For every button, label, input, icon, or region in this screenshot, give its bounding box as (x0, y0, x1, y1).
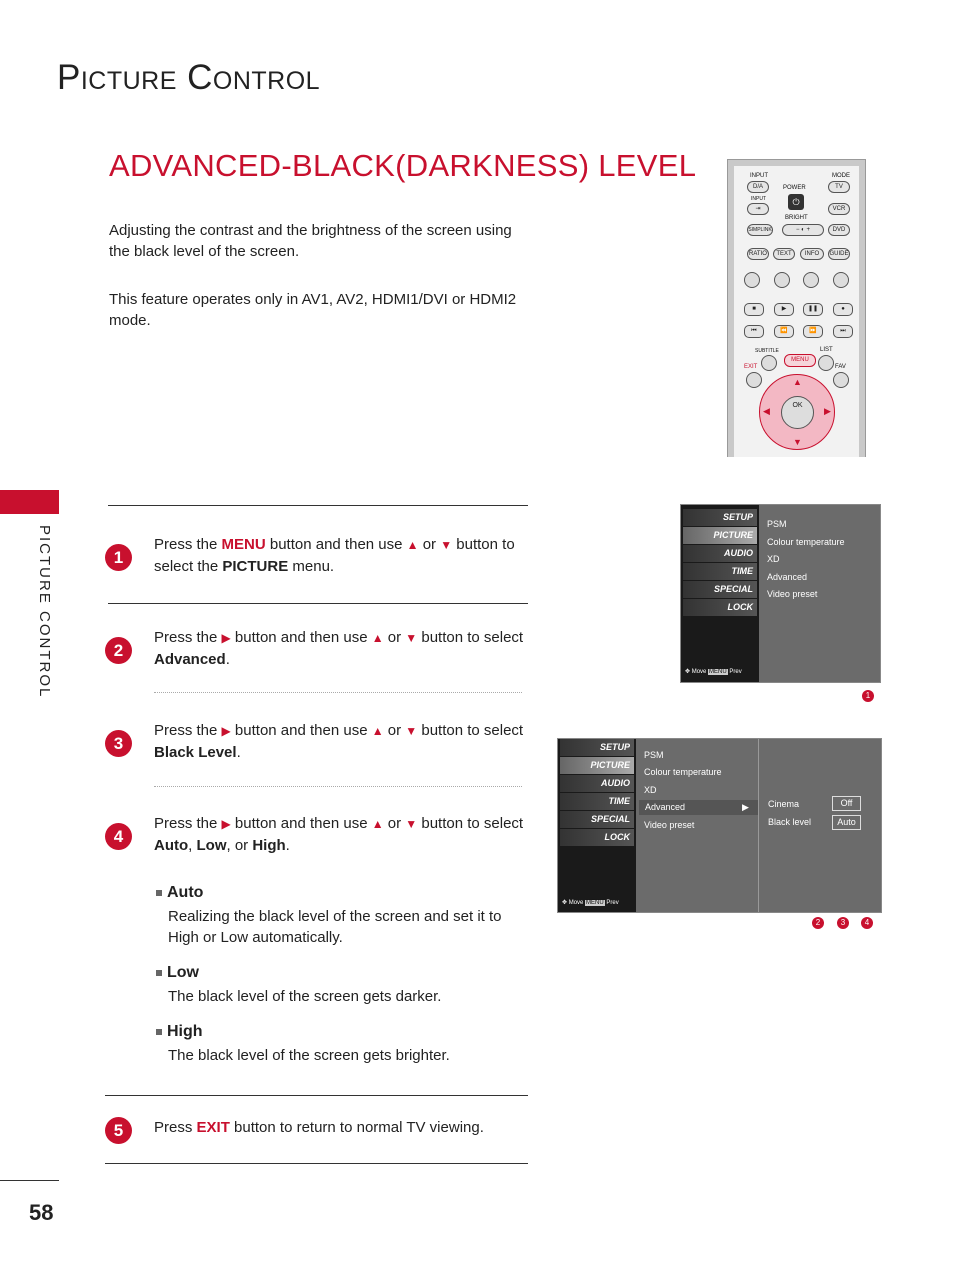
step-4-badge: 4 (105, 823, 132, 850)
remote-ratio-button: RATIO (747, 248, 769, 260)
osd-item-xd: XD (767, 554, 780, 564)
step-2-text: Press the ▶ button and then use ▲ or ▼ button to select Advanced. (154, 629, 524, 668)
move-icon: ✥ (685, 669, 691, 675)
remote-color-button-2 (774, 272, 790, 288)
up-arrow-icon: ▲ (371, 631, 384, 645)
bullet-square-icon (156, 890, 162, 896)
osd-menu-picture: PICTURE (683, 527, 757, 544)
step-3-badge: 3 (105, 730, 132, 757)
remote-fav-button (833, 372, 849, 388)
step-rule-1 (108, 603, 528, 604)
osd-item-advanced: Advanced (767, 572, 808, 582)
osd-left-panel (681, 505, 759, 682)
osd2-item-colour-temperature: Colour temperature (644, 767, 722, 777)
osd2-menu-special: SPECIAL (560, 811, 634, 828)
section-title: ADVANCED-BLACK(DARKNESS) LEVEL (109, 148, 697, 183)
osd-picture-menu (680, 504, 881, 683)
side-tab-marker (0, 490, 59, 514)
osd2-step-badge-2: 2 (812, 917, 824, 929)
remote-bright-rocker: − ◐ + (782, 224, 824, 236)
remote-simplink-button: SIMPLINK (747, 224, 773, 236)
osd2-menu-audio: AUDIO (560, 775, 634, 792)
osd2-menu-time: TIME (560, 793, 634, 810)
remote-da-button: D/A (747, 181, 769, 193)
down-arrow-icon: ▼ (440, 538, 453, 552)
step-rule-4 (105, 1095, 528, 1096)
remote-power-label: POWER (783, 185, 806, 191)
osd-advanced-menu (557, 738, 882, 913)
fast-forward-icon: ⏩ (803, 325, 823, 338)
right-arrow-icon: ▶ (221, 631, 231, 645)
osd-item-colour-temperature: Colour temperature (767, 537, 845, 547)
osd2-item-xd: XD (644, 785, 657, 795)
osd-menu-audio: AUDIO (683, 545, 757, 562)
step-5-badge: 5 (105, 1117, 132, 1144)
osd-footer: ✥ Move MENU Prev (685, 669, 742, 675)
intro-paragraph-1: Adjusting the contrast and the brightness of the screen using the black level of the screen. (109, 222, 512, 260)
bullet-square-icon (156, 970, 162, 976)
power-icon: ⏻ (788, 194, 804, 210)
remote-mode-label: MODE (832, 173, 850, 179)
remote-color-button-3 (803, 272, 819, 288)
step-divider-2 (154, 692, 522, 693)
remote-fav-label: FAV (835, 364, 846, 370)
up-arrow-icon: ▲ (371, 817, 384, 831)
osd2-left-panel (558, 739, 636, 912)
osd2-menu-setup: SETUP (560, 739, 634, 756)
nav-right-icon: ▶ (824, 406, 831, 416)
step-4-text: Press the ▶ button and then use ▲ or ▼ button to select Auto, Low, or High. (154, 815, 524, 854)
osd2-menu-lock: LOCK (560, 829, 634, 846)
remote-menu-button: MENU (784, 354, 816, 367)
nav-down-icon: ▼ (793, 437, 802, 447)
osd2-item-advanced: Advanced (645, 802, 686, 812)
option-low-heading: Low (156, 964, 199, 982)
step-rule-top (108, 505, 528, 506)
osd-menu-lock: LOCK (683, 599, 757, 616)
osd2-sub-cinema: Cinema (768, 799, 800, 809)
osd2-footer: ✥ Move MENU Prev (562, 900, 619, 906)
osd2-step-badge-4: 4 (861, 917, 873, 929)
footer-rule (0, 1180, 59, 1181)
osd2-item-psm: PSM (644, 750, 664, 760)
option-auto-heading: Auto (156, 884, 203, 902)
remote-control-illustration (727, 159, 866, 457)
option-auto-desc: Realizing the black level of the screen and set it to High or Low automatically. (168, 908, 502, 946)
remote-guide-button: GUIDE (828, 248, 850, 260)
remote-info-button: INFO (800, 248, 824, 260)
osd2-step-badge-3: 3 (837, 917, 849, 929)
osd-item-psm: PSM (767, 519, 787, 529)
bullet-square-icon (156, 1029, 162, 1035)
step-1-text: Press the MENU button and then use ▲ or ▼ button to select the PICTURE menu. (154, 536, 515, 575)
step-divider-3 (154, 786, 522, 787)
remote-vcr-button: VCR (828, 203, 850, 215)
osd-item-video-preset: Video preset (767, 589, 818, 599)
remote-exit-button (746, 372, 762, 388)
up-arrow-icon: ▲ (406, 538, 419, 552)
remote-navigation-pad (759, 374, 835, 450)
step-1-badge: 1 (105, 544, 132, 571)
down-arrow-icon: ▼ (405, 817, 418, 831)
stop-icon: ■ (744, 303, 764, 316)
down-arrow-icon: ▼ (405, 724, 418, 738)
osd2-sub-black-level: Black level (768, 817, 812, 827)
osd2-value-off: Off (832, 796, 861, 811)
down-arrow-icon: ▼ (405, 631, 418, 645)
rewind-icon: ⏪ (774, 325, 794, 338)
nav-up-icon: ▲ (793, 377, 802, 387)
remote-input-label: INPUT (750, 173, 768, 179)
osd1-step-badge: 1 (862, 690, 874, 702)
side-label: PICTURE CONTROL (36, 525, 53, 699)
remote-color-button-4 (833, 272, 849, 288)
option-high-heading: High (156, 1023, 203, 1041)
osd2-selected-row (639, 800, 758, 815)
remote-tv-button: TV (828, 181, 850, 193)
remote-text-button: TEXT (773, 248, 795, 260)
osd2-value-auto: Auto (832, 815, 861, 830)
osd-menu-setup: SETUP (683, 509, 757, 526)
step-3-text: Press the ▶ button and then use ▲ or ▼ button to select Black Level. (154, 722, 524, 761)
intro-paragraph-2: This feature operates only in AV1, AV2, HDMI1/DVI or HDMI2 mode. (109, 291, 517, 329)
remote-subtitle-label: SUBTITLE (755, 348, 779, 354)
step-2-badge: 2 (105, 637, 132, 664)
remote-bright-label: BRIGHT (785, 215, 808, 221)
page-number: 58 (29, 1200, 54, 1225)
record-icon: ● (833, 303, 853, 316)
remote-subtitle-button (761, 355, 777, 371)
remote-dvd-button: DVD (828, 224, 850, 236)
skip-forward-icon: ⏭ (833, 325, 853, 338)
move-icon: ✥ (562, 900, 568, 906)
play-icon: ▶ (774, 303, 794, 316)
osd2-item-video-preset: Video preset (644, 820, 695, 830)
remote-ok-button: OK (781, 396, 814, 429)
pause-icon: ❚❚ (803, 303, 823, 316)
nav-left-icon: ◀ (763, 406, 770, 416)
right-arrow-icon: ▶ (221, 724, 231, 738)
remote-input-button: ⇥ (747, 203, 769, 215)
remote-input2-label: INPUT (751, 196, 766, 202)
option-high-desc: The black level of the screen gets brighter. (168, 1047, 450, 1064)
osd2-divider (758, 739, 759, 912)
option-low-desc: The black level of the screen gets darker. (168, 988, 442, 1005)
osd2-menu-picture: PICTURE (560, 757, 634, 774)
skip-back-icon: ⏮ (744, 325, 764, 338)
osd-menu-special: SPECIAL (683, 581, 757, 598)
step-5-text: Press EXIT button to return to normal TV viewing. (154, 1119, 484, 1136)
remote-list-label: LIST (820, 347, 833, 353)
step-rule-bottom (105, 1163, 528, 1164)
submenu-arrow-icon: ▶ (742, 802, 749, 812)
osd-menu-time: TIME (683, 563, 757, 580)
remote-exit-label: EXIT (744, 364, 758, 370)
remote-color-button-1 (744, 272, 760, 288)
page-header-title: Picture Control (57, 58, 321, 97)
up-arrow-icon: ▲ (371, 724, 384, 738)
right-arrow-icon: ▶ (221, 817, 231, 831)
remote-list-button (818, 355, 834, 371)
